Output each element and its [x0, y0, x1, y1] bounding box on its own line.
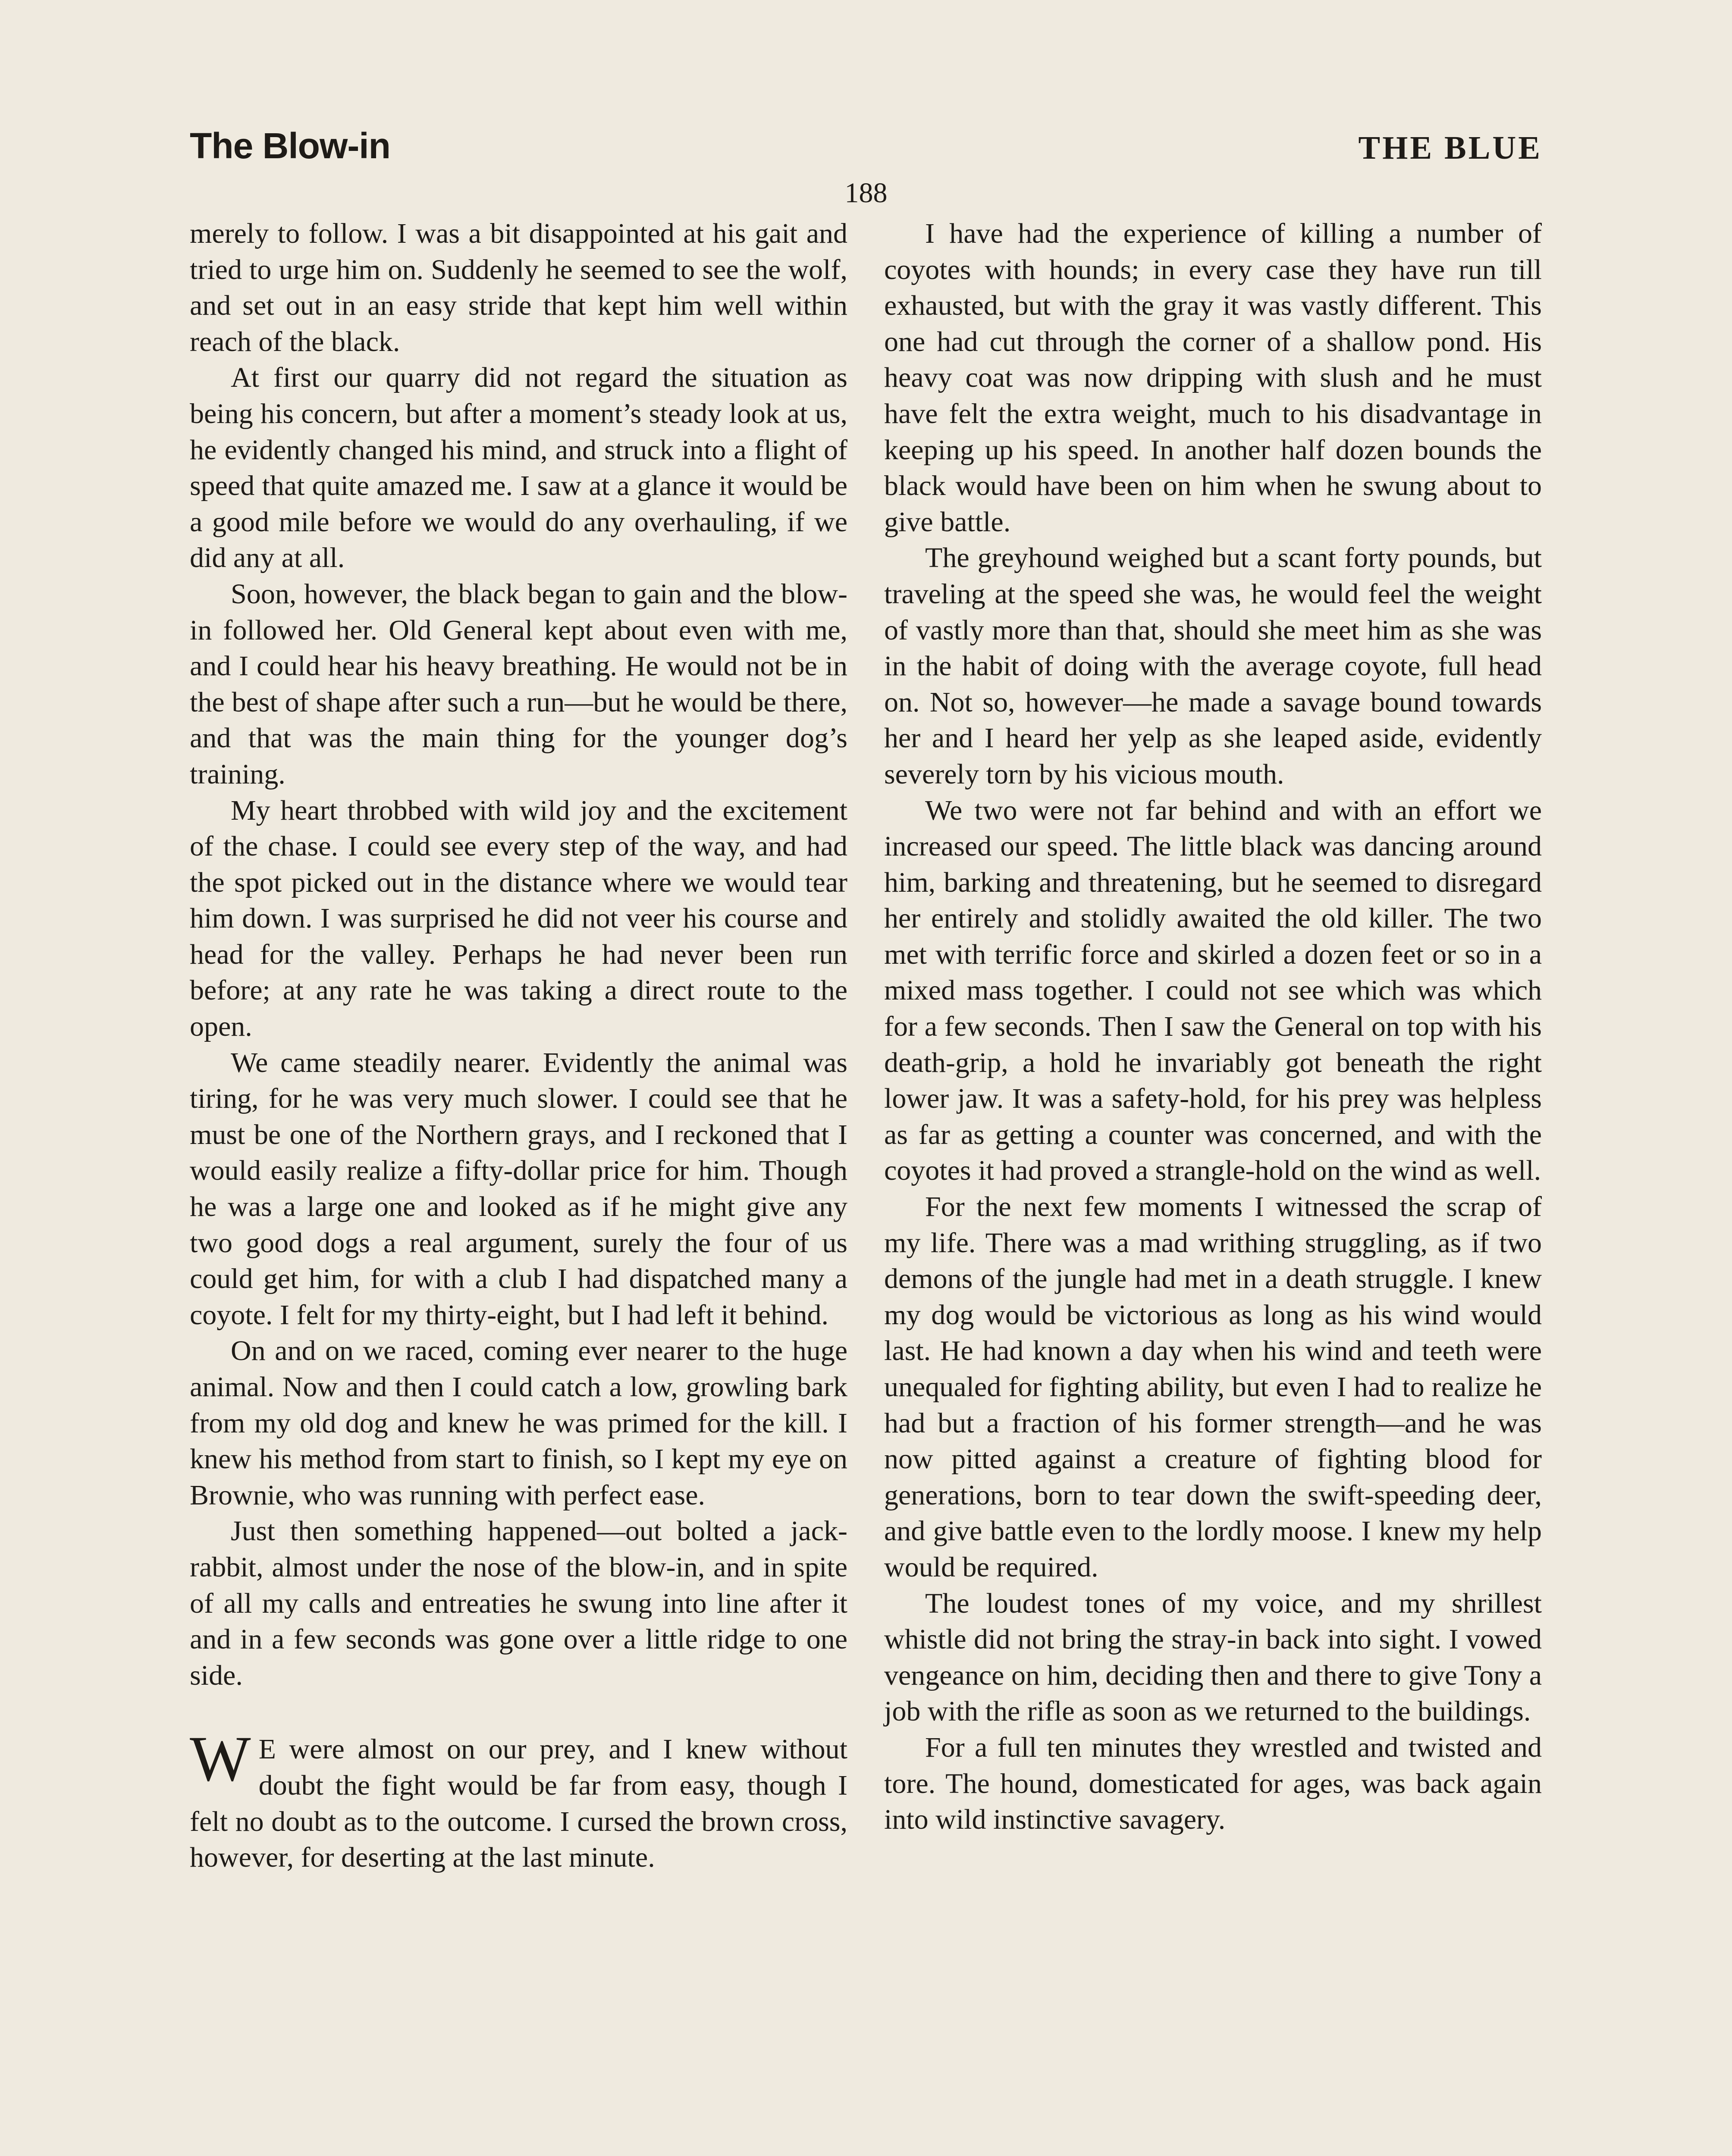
magazine-name: THE BLUE: [1358, 130, 1542, 166]
paragraph: For the next few moments I witnessed the scrap of my life. There was a mad writhing struggling, as if two demons of the jungle had met in a death struggle. I knew my dog would be victorious as long as his wind would last. He had known a day when his wind and teeth were unequaled for fighting ability, but even I had to realize he had but a fraction of his former strength—and he was now pitted against a creature of fighting blood for generations, born to tear down the swift-speeding deer, and give battle even to the lordly moose. I knew my help would be required.: [884, 1191, 1542, 1583]
paragraph: Soon, however, the black began to gain and the blow-in followed her. Old General kept about even with me, and I could hear his heavy breathing. He would not be in the best of shape after such a run—but he would be there, and that was the main thing for the younger dog’s training.: [190, 578, 847, 790]
section-paragraph: [190, 1723, 847, 1875]
running-title: The Blow-in: [190, 125, 390, 166]
paragraph: At first our quarry did not regard the situation as being his concern, but after a moment’s steady look at us, he evidently changed his mind, and struck into a flight of speed that quite amazed me. I saw at a glance it would be a good mile before we would do any overhauling, if we did any at all.: [190, 362, 847, 574]
paragraph: I have had the experience of killing a number of coyotes with hounds; in every case they have run till exhausted, but with the gray it was vastly different. This one had cut through the corner of a shallow pond. His heavy coat was now dripping with slush and he must have felt the extra weight, much to his disadvantage in keeping up his speed. In another half dozen bounds the black would have been on him when he swung about to give battle.: [884, 218, 1542, 538]
paragraph: We came steadily nearer. Evidently the animal was tiring, for he was very much slower. I could see that he must be one of the Northern grays, and I reckoned that I would easily realize a fifty-dollar price for him. Though he was a large one and looked as if he might give any two good dogs a real argument, surely the four of us could get him, for with a club I had dispatched many a coyote. I felt for my thirty-eight, but I had left it behind.: [190, 1047, 847, 1331]
paragraph: For a full ten minutes they wrestled and twisted and tore. The hound, domesticated for ages, was back again into wild instinctive savagery.: [884, 1731, 1542, 1836]
section-text: E were almost on our prey, and I knew without doubt the fight would be far from easy, though I felt no doubt as to the outcome. I cursed the brown cross, however, for deserting at the last minute.: [190, 1733, 847, 1874]
paragraph: Just then something happened—out bolted a jack-rabbit, almost under the nose of the blow-in, and in spite of all my calls and entreaties he swung into line after it and in a few seconds was gone over a little ridge to one side.: [190, 1515, 847, 1691]
paragraph: My heart throbbed with wild joy and the excitement of the chase. I could see every step of the way, and had the spot picked out in the distance where we would tear him down. I was surprised he did not veer his course and head for the valley. Perhaps he had never been run before; at any rate he was taking a direct route to the open.: [190, 794, 847, 1043]
paragraph: The greyhound weighed but a scant forty pounds, but traveling at the speed she was, he would feel the weight of vastly more than that, should she meet him as she was in the habit of doing with the average coyote, full head on. Not so, however—he made a savage bound towards her and I heard her yelp as she leaped aside, evidently severely torn by his vicious mouth.: [884, 542, 1542, 790]
page-number: 188: [844, 177, 888, 209]
paragraph: On and on we raced, coming ever nearer to the huge animal. Now and then I could catch a low, growling bark from my old dog and knew he was primed for the kill. I knew his method from start to finish, so I kept my eye on Brownie, who was running with perfect ease.: [190, 1335, 847, 1511]
paragraph: merely to follow. I was a bit disappointed at his gait and tried to urge him on. Suddenly he seemed to see the wolf, and set out in an easy stride that kept him well within reach of the black.: [190, 218, 847, 357]
paragraph: We two were not far behind and with an effort we increased our speed. The little black was dancing around him, barking and threatening, but he seemed to disregard her entirely and stolidly awaited the old killer. The two met with terrific force and skirled a dozen feet or so in a mixed mass together. I could not see which was which for a few seconds. Then I saw the General on top with his death-grip, a hold he invariably got beneath the right lower jaw. It was a safety-hold, for his prey was helpless as far as getting a counter was concerned, and with the coyotes it had proved a strangle-hold on the wind as well.: [884, 794, 1542, 1187]
drop-cap: W: [190, 1723, 251, 1795]
left-column: [190, 216, 847, 1876]
right-column: [884, 216, 1542, 1838]
paragraph: The loudest tones of my voice, and my shrillest whistle did not bring the stray-in back into sight. I vowed vengeance on him, deciding then and there to give Tony a job with the rifle as soon as we returned to the buildings.: [884, 1587, 1542, 1727]
